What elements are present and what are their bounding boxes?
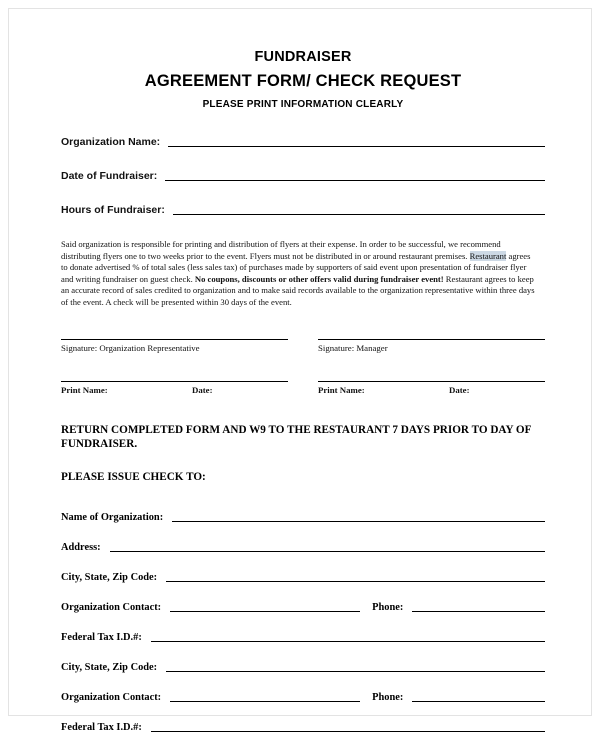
organization-contact-input-2[interactable] xyxy=(170,701,360,702)
page-title: FUNDRAISER xyxy=(254,49,352,65)
field-federal-tax-id-2[interactable] xyxy=(61,716,545,734)
organization-name-input[interactable] xyxy=(168,146,545,147)
right-print-name-date-labels xyxy=(318,382,545,397)
page-subtitle: AGREEMENT FORM/ CHECK REQUEST xyxy=(144,72,462,90)
manager-signature-label: Signature: Manager xyxy=(318,342,388,353)
signature-line-row xyxy=(61,339,545,355)
print-instruction: PLEASE PRINT INFORMATION CLEARLY xyxy=(202,99,404,110)
phone-input-2[interactable] xyxy=(412,701,545,702)
federal-tax-id-input-2[interactable] xyxy=(151,731,545,732)
phone-input-1[interactable] xyxy=(412,611,545,612)
field-label: City, State, Zip Code: xyxy=(61,572,158,584)
field-city-state-zip-2[interactable] xyxy=(61,656,545,674)
organization-signature-label: Signature: Organization Representative xyxy=(61,342,200,353)
left-print-name-date-labels xyxy=(61,382,288,397)
field-name-of-organization[interactable] xyxy=(61,506,545,524)
print-name-label: Print Name: xyxy=(318,384,365,395)
field-organization-contact-2[interactable] xyxy=(61,686,545,704)
phone-label: Phone: xyxy=(372,692,404,704)
field-hours-of-fundraiser[interactable] xyxy=(61,198,545,217)
address-input[interactable] xyxy=(110,551,545,552)
date-of-fundraiser-input[interactable] xyxy=(165,180,545,181)
field-label: Hours of Fundraiser: xyxy=(61,204,165,216)
city-state-zip-input-2[interactable] xyxy=(166,671,545,672)
date-label: Date: xyxy=(449,384,470,395)
paragraph-part-2: agrees to donate advertised % of total sales (less sales tax) of purchases made by supporters of said event upon presentation of fundraiser flyer and writing fundraiser on guest check. xyxy=(61,250,531,284)
field-label: Address: xyxy=(61,542,101,554)
top-fields-group xyxy=(61,130,545,217)
name-of-organization-input[interactable] xyxy=(172,521,545,522)
field-label: Organization Contact: xyxy=(61,602,162,614)
signature-spacer xyxy=(61,355,545,381)
issue-check-heading: PLEASE ISSUE CHECK TO: xyxy=(61,470,206,483)
check-fields-group xyxy=(61,506,545,734)
paragraph-bold-notice: No coupons, discounts or other offers valid during fundraiser event! xyxy=(194,273,444,284)
field-label: City, State, Zip Code: xyxy=(61,662,158,674)
field-address[interactable] xyxy=(61,536,545,554)
city-state-zip-input-1[interactable] xyxy=(166,581,545,582)
paragraph-part-3: Restaurant agrees to keep an accurate record of sales credited to organization and to make said records available to the organization representative within three days of the event. A check will be presented within 30 days of the event. xyxy=(61,273,535,307)
print-name-column-right xyxy=(318,381,545,397)
field-organization-name[interactable] xyxy=(61,130,545,149)
field-organization-contact-1[interactable] xyxy=(61,596,545,614)
document-content xyxy=(61,47,545,746)
field-date-of-fundraiser[interactable] xyxy=(61,164,545,183)
signature-column-left xyxy=(61,339,288,355)
signature-column-right xyxy=(318,339,545,355)
phone-label: Phone: xyxy=(372,602,404,614)
print-name-date-row xyxy=(61,381,545,397)
signature-block xyxy=(61,339,545,397)
field-federal-tax-id-1[interactable] xyxy=(61,626,545,644)
field-city-state-zip-1[interactable] xyxy=(61,566,545,584)
print-name-label: Print Name: xyxy=(61,384,108,395)
federal-tax-id-input-1[interactable] xyxy=(151,641,545,642)
field-label: Federal Tax I.D.#: xyxy=(61,632,142,644)
print-name-column-left xyxy=(61,381,288,397)
field-label: Federal Tax I.D.#: xyxy=(61,722,142,734)
highlighted-restaurant-text: Restaurant xyxy=(469,250,507,261)
return-notice: RETURN COMPLETED FORM AND W9 TO THE RESTAURANT 7 DAYS PRIOR TO DAY OF FUNDRAISER. xyxy=(61,423,532,451)
hours-of-fundraiser-input[interactable] xyxy=(173,214,545,215)
field-label: Organization Name: xyxy=(61,136,161,148)
paper-sheet xyxy=(8,8,592,734)
paragraph-part-1: Said organization is responsible for printing and distribution of flyers at their expense. In order to be successful, we recommend distributing flyers one to two weeks prior to the event. Flyers must not be distributed in or around restaurant premises. xyxy=(61,239,501,261)
field-label: Name of Organization: xyxy=(61,512,164,524)
agreement-paragraph xyxy=(61,239,539,309)
organization-contact-input-1[interactable] xyxy=(170,611,360,612)
date-label: Date: xyxy=(192,384,213,395)
field-label: Date of Fundraiser: xyxy=(61,170,158,182)
field-label: Organization Contact: xyxy=(61,692,162,704)
